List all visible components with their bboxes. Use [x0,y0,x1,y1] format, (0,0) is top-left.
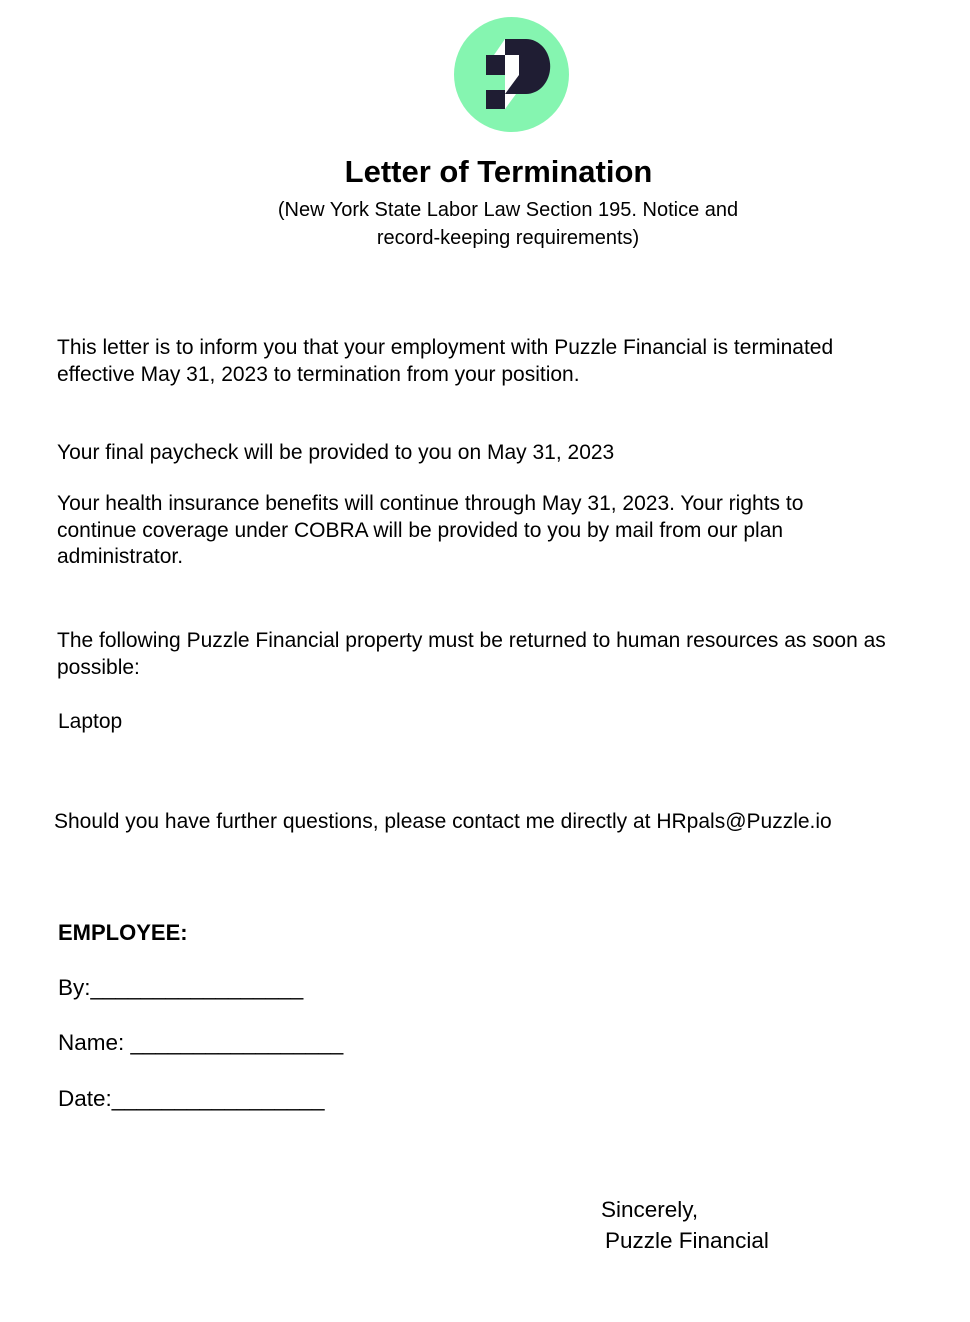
intro-line: effective May 31, 2023 to termination from your position. [57,362,580,386]
closing-salutation: Sincerely, [601,1197,699,1222]
puzzle-logo-icon [454,17,569,132]
health-line: continue coverage under COBRA will be provided to you by mail from our plan [57,518,784,542]
date-signature-line: Date:_________________ [58,1086,325,1111]
intro-line: This letter is to inform you that your employment with Puzzle Financial is terminated [57,336,834,359]
property-item: Laptop [58,710,123,733]
contact-paragraph: Should you have further questions, please contact me directly at HRpals@Puzzle.io [54,810,832,833]
logo-square-top [486,55,505,75]
health-paragraph [57,491,803,571]
name-signature-line: Name: _________________ [58,1030,344,1055]
logo-square-bottom [486,90,505,109]
closing-signer: Puzzle Financial [605,1228,769,1253]
property-line: possible: [57,655,140,679]
health-line: Your health insurance benefits will continue through May 31, 2023. Your rights to [57,492,804,515]
property-line: The following Puzzle Financial property must be returned to human resources as soon as [57,629,886,652]
page-title: Letter of Termination [344,154,653,189]
property-paragraph [57,628,886,681]
subtitle-line: record-keeping requirements) [376,227,640,249]
intro-paragraph [57,335,833,388]
health-line: administrator. [57,545,184,568]
by-signature-line: By:_________________ [58,975,304,1000]
employee-heading: EMPLOYEE: [58,920,188,945]
subtitle-line: (New York State Labor Law Section 195. Notice and [277,199,739,221]
paycheck-paragraph: Your final paycheck will be provided to you on May 31, 2023 [57,441,615,464]
page-subtitle [0,196,970,252]
